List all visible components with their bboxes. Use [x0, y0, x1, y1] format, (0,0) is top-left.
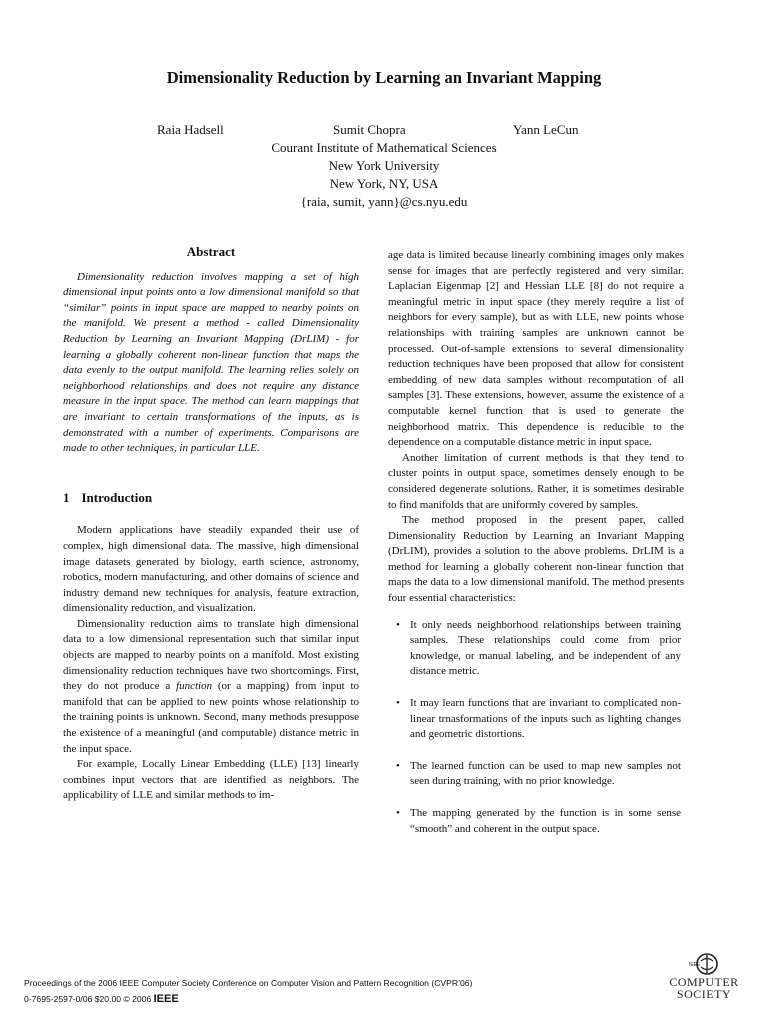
logo-text-computer: COMPUTER: [669, 975, 739, 989]
paragraph-text: Dimensionality reduction aims to translate high dimensional data to a low dimensional representation such that similar input objects are mapped to nearby points on a manifold. Most existing dimensionality reduction techniques have two shortcomings. First, they do not produce a: [63, 617, 359, 693]
page-footer: [24, 975, 472, 1007]
right-column: [388, 248, 684, 853]
author-name: Sumit Chopra: [333, 122, 406, 137]
affiliation: [0, 139, 768, 211]
author-name: Raia Hadsell: [157, 122, 224, 137]
left-column: [63, 244, 359, 804]
paragraph: The method proposed in the present paper, called Dimensionality Reduction by Learning an Invariant Mapping (DrLIM), provides a solution to the above problems. DrLIM is a method for learning a globally coherent non-linear function that maps the data to a low dimensional manifold. The method presents four essential characteristics:: [388, 514, 684, 605]
emphasis: function: [176, 680, 213, 693]
list-item: • It may learn functions that are invariant to complicated non-linear trnasformations of the inputs such as lighting changes and geometric distortions.: [388, 696, 684, 743]
paper-title: Dimensionality Reduction by Learning an Invariant Mapping: [166, 68, 602, 87]
abstract-heading: Abstract: [186, 244, 236, 259]
author-emails: {raia, sumit, yann}@cs.nyu.edu: [300, 194, 468, 209]
section-heading: [63, 490, 359, 506]
list-item: • The mapping generated by the function is in some sense “smooth” and coherent in the output space.: [388, 806, 684, 837]
logo-text-society: SOCIETY: [676, 987, 732, 1001]
list-item: • The learned function can be used to map new samples not seen during training, with no prior knowledge.: [388, 759, 684, 790]
computer-society-logo: [660, 952, 748, 1008]
affiliation-line: Courant Institute of Mathematical Sciences: [271, 140, 497, 155]
paragraph: Another limitation of current methods is that they tend to cluster points in output space, sometimes densely enough to be considered degenerate solutions. Rather, it is sometimes desirable to find manifolds that are uniformly covered by samples.: [388, 451, 684, 511]
paragraph-text: (or a mapping) from input to manifold that can be applied to new points whose relationship to the training points is unknown. Second, many methods presuppose the existence of a meaningful (and computable) distance metric in the input space.: [63, 680, 360, 755]
paragraph: [63, 617, 359, 757]
ieee-small-label: IEEE: [689, 962, 701, 968]
affiliation-line: New York University: [328, 158, 440, 173]
author-name: Yann LeCun: [513, 122, 579, 137]
abstract-text: Dimensionality reduction involves mapping a set of high dimensional input points onto a low dimensional manifold so that “similar” points in input space are mapped to nearby points on the manifold. We present a method - called Dimensionality Reduction by Learning an Invariant Mapping (DrLIM) - for learning a globally coherent non-linear function that maps the data evenly to the output manifold. The learning relies solely on neighborhood relationships and does not require any distance measure in the input space. The method can learn mappings that are invariant to certain transformations of the inputs, as is demonstrated with a number of experiments. Comparisons are made to other techniques, in particular LLE.: [63, 270, 359, 455]
proceedings-line: Proceedings of the 2006 IEEE Computer Society Conference on Computer Vision and Pattern Recognition (CVPR’06): [24, 978, 473, 988]
ieee-wordmark: IEEE: [153, 993, 179, 1005]
ieee-emblem-icon: [689, 952, 719, 976]
paragraph: Modern applications have steadily expanded their use of complex, high dimensional data. The massive, high dimensional image datasets generated by biology, earth science, astronomy, robotics, modern manufacturing, and other domains of science and industry demand new techniques for analysis, feature extraction, dimensionality reduction, and visualization.: [63, 524, 359, 615]
list-item: • It only needs neighborhood relationships between training samples. These relationships could come from prior knowledge, or manual labeling, and be independent of any distance metric.: [388, 618, 684, 680]
isbn-text: 0-7695-2597-0/06 $20.00 © 2006: [24, 994, 152, 1004]
paragraph: For example, Locally Linear Embedding (LLE) [13] linearly combines input vectors that are identified as neighbors. The applicability of LLE and similar methods to im-: [63, 758, 359, 802]
section-title: Introduction: [81, 489, 153, 505]
affiliation-line: New York, NY, USA: [329, 176, 439, 191]
copyright-line: [24, 991, 472, 1007]
section-number: 1: [63, 489, 70, 505]
paragraph: age data is limited because linearly combining images only makes sense for images that are perfectly registered and very similar. Laplacian Eigenmap [2] and Hessian LLE [8] do not require a meaningful metric in input space (they merely require a list of neighbors for every sample), but as with LLE, new points whose relationships with training samples are unknown cannot be processed. Out-of-sample extensions to several dimensionality reduction techniques have been proposed that allow for consistent embedding of new data samples without recomputation of all samples [3]. These extensions, however, assume the existence of a computable kernel function that is used to generate the neighborhood matrix. This dependence is reducible to the dependence on a computable distance metric in input space.: [388, 249, 684, 449]
characteristics-list: [388, 618, 684, 838]
